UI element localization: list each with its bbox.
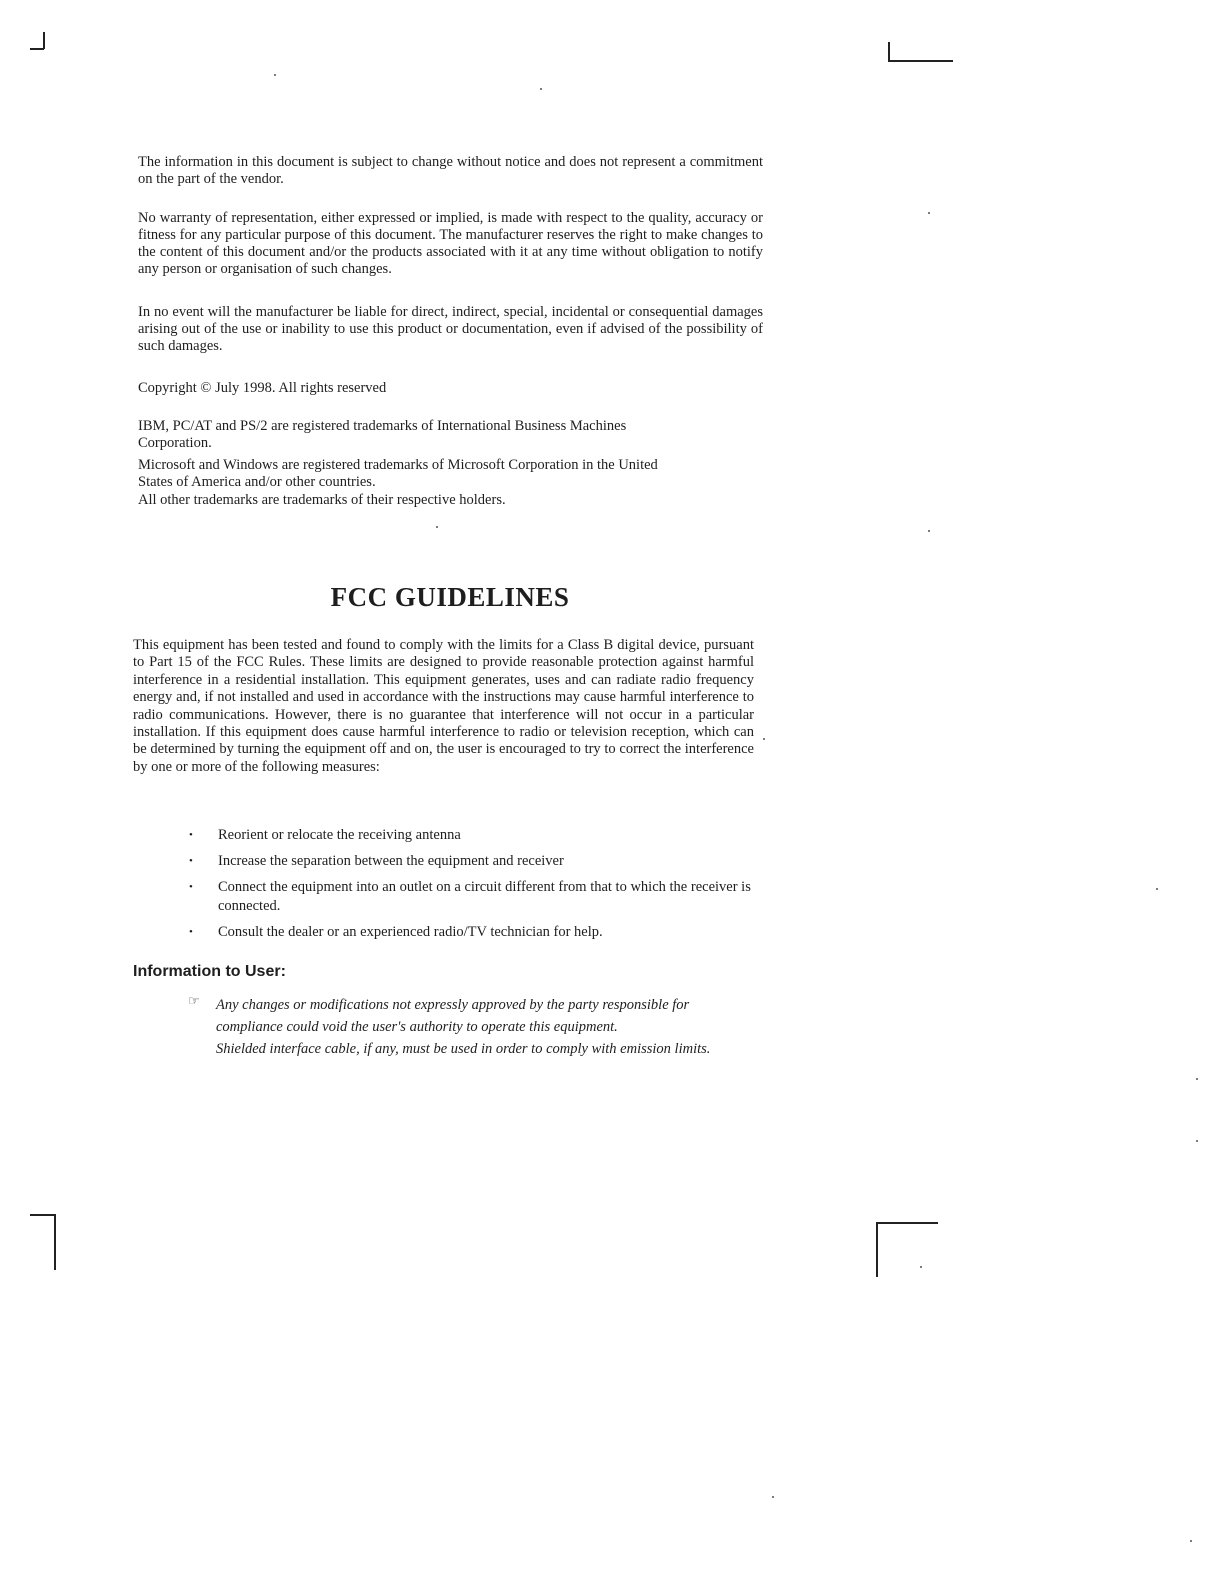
bullet-icon: • [189, 926, 193, 938]
crop-mark-bottom-left-horizontal [30, 1214, 55, 1216]
bullet-icon: • [189, 829, 193, 841]
bullet-icon: • [189, 881, 193, 893]
scan-speck [1196, 1140, 1198, 1142]
crop-mark-top-left-horizontal [30, 48, 44, 50]
list-item [185, 852, 765, 871]
pointing-hand-icon: ☞ [188, 993, 200, 1008]
page-title: FCC GUIDELINES [330, 582, 570, 612]
scan-speck [1156, 888, 1158, 890]
section-heading-user-info: Information to User: [133, 963, 286, 980]
measure-text: Increase the separation between the equipment and receiver [218, 853, 564, 869]
measure-text: Connect the equipment into an outlet on a circuit different from that to which the receiver is connected. [218, 879, 751, 914]
scan-speck [540, 88, 542, 90]
crop-mark-bottom-right-horizontal [876, 1222, 938, 1224]
measure-text: Reorient or relocate the receiving antenna [218, 827, 461, 843]
crop-mark-top-right-vertical [888, 42, 890, 61]
scan-speck [436, 526, 438, 528]
disclaimer-paragraph-change-notice: The information in this document is subject to change without notice and does not represent a commitment on the part of the vendor. [138, 154, 763, 187]
disclaimer-paragraph-liability: In no event will the manufacturer be liable for direct, indirect, special, incidental or consequential damages arising out of the use or inability to use this product or documentation, even if advised of the possibility of such damages. [138, 304, 763, 354]
list-item [185, 878, 765, 916]
scan-speck [920, 1266, 922, 1268]
measures-list [185, 826, 765, 949]
crop-mark-bottom-left-vertical [54, 1214, 56, 1270]
list-item [185, 826, 765, 845]
scan-speck [1190, 1540, 1192, 1542]
scan-speck [274, 74, 276, 76]
fcc-compliance-paragraph: This equipment has been tested and found to comply with the limits for a Class B digital device, pursuant to Part 15 of the FCC Rules. These limits are designed to provide reasonable protection against harmful interference in a residential installation. This equipment generates, uses and can radiate radio frequency energy and, if not installed and used in accordance with the instructions may cause harmful interference to radio communications. However, there is no guarantee that interference will not occur in a particular installation. If this equipment does cause harmful interference to radio or television reception, which can be determined by turning the equipment off and on, the user is encouraged to try to correct the interference by one or more of the following measures: [133, 637, 754, 775]
trademark-other: All other trademarks are trademarks of their respective holders. [138, 492, 506, 508]
crop-mark-top-right-horizontal [888, 60, 953, 62]
trademark-microsoft-line1: Microsoft and Windows are registered trademarks of Microsoft Corporation in the United [138, 457, 658, 473]
user-notice [188, 994, 748, 1060]
list-item [185, 923, 765, 942]
scan-speck [772, 1496, 774, 1498]
measure-text: Consult the dealer or an experienced radio/TV technician for help. [218, 924, 603, 940]
trademark-microsoft-line2: States of America and/or other countries. [138, 474, 376, 490]
scan-speck [928, 212, 930, 214]
crop-mark-top-left-vertical [43, 32, 45, 49]
scan-speck [763, 738, 765, 740]
trademark-ibm-line2: Corporation. [138, 435, 212, 451]
bullet-icon: • [189, 855, 193, 867]
scan-speck [1196, 1078, 1198, 1080]
notice-shielded-cable: Shielded interface cable, if any, must be used in order to comply with emission limits. [216, 1041, 711, 1057]
copyright-line: Copyright © July 1998. All rights reserved [138, 380, 387, 396]
disclaimer-paragraph-warranty: No warranty of representation, either expressed or implied, is made with respect to the quality, accuracy or fitness for any particular purpose of this document. The manufacturer reserves the right to make changes to the content of this document and/or the products associated with it at any time without obligation to notify any person or organisation of such changes. [138, 210, 763, 277]
notice-modifications: Any changes or modifications not expressly approved by the party responsible for compliance could void the user's authority to operate this equipment. [216, 997, 690, 1035]
crop-mark-bottom-right-vertical [876, 1222, 878, 1277]
scan-speck [928, 530, 930, 532]
trademark-ibm-line1: IBM, PC/AT and PS/2 are registered trademarks of International Business Machines [138, 418, 627, 434]
